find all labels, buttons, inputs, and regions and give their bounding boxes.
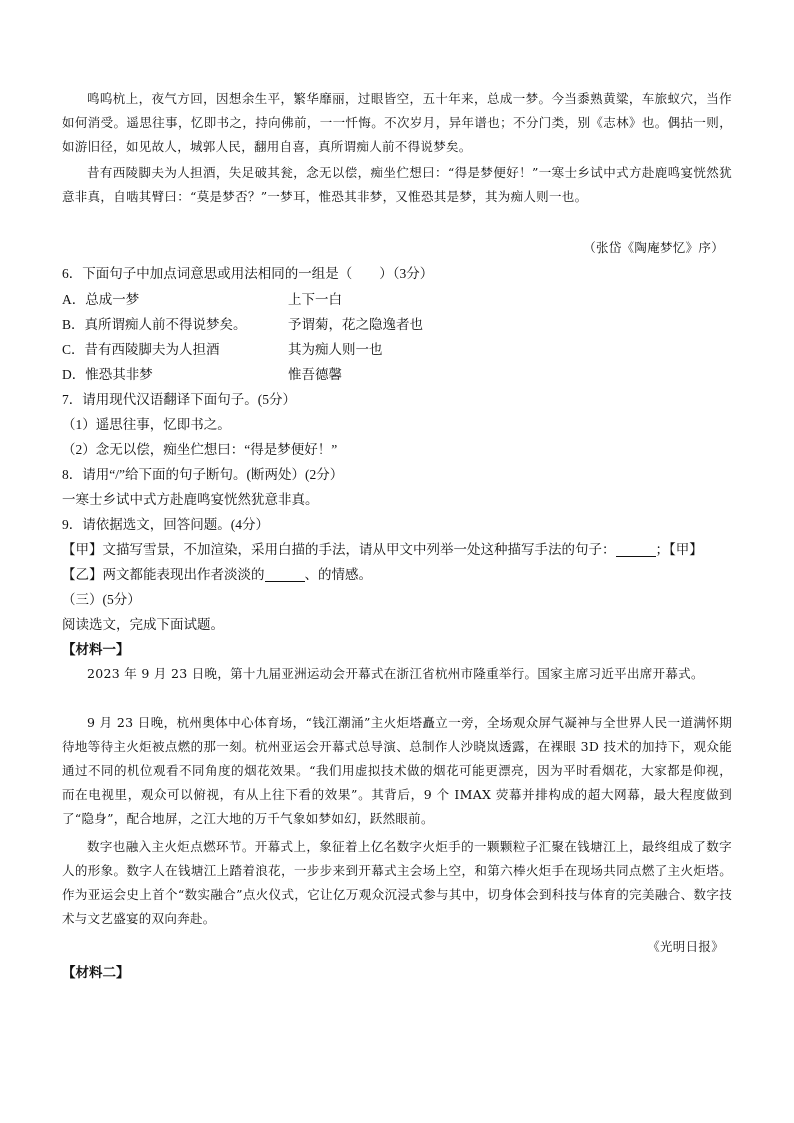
question-6-option-c: C．昔有西陵脚夫为人担酒 [62,342,220,357]
section-3-heading: （三）(5分） [62,592,141,607]
question-7-sentence-1: （1）遥思往事，忆即书之。 [62,417,231,432]
question-9-line-2-end: 、的情感。 [304,567,372,582]
question-9-stem: 9．请依据选文，回答问题。(4分） [62,517,269,532]
question-9-line-2 [62,562,372,587]
passage-source: （张岱《陶庵梦忆》序） [583,240,724,255]
question-8-stem: 8．请用“/”给下面的句子断句。(断两处）(2分） [62,467,344,482]
question-9-line-1-end: ；【甲】 [655,542,703,557]
material-1-label: 【材料一】 [62,642,130,657]
passage-paragraph-1: 鸣呜杭上，夜气方回，因想余生平，繁华靡丽，过眼皆空，五十年来，总成一梦。今当黍熟黄粱，车旅蚁穴，当作如何消受。遥思往事，忆即书之，持向佛前，一一忏悔。不次岁月，异年谱也；不分门类，别《志林》也。偶拈一则，如游旧径，如见故人，城郭人民，翻用自喜，真所谓痴人前不得说梦矣。 [62,91,732,154]
material-1-paragraph-3: 数字也融入主火炬点燃环节。开幕式上，象征着上亿名数字火炬手的一颗颗粒子汇聚在钱塘江上，最终组成了数字人的形象。数字人在钱塘江上踏着浪花，一步步来到开幕式主会场上空，和第六棒火炬手在现场共同点燃了主火炬塔。作为亚运会史上首个“数实融合”点火仪式，它让亿万观众沉浸式参与其中，切身体会到科技与体育的完美融合、数字技术与文艺盛宴的双向奔赴。 [62,839,732,926]
material-1-paragraph-1: 2023 年 9 月 23 日晚，第十九届亚洲运动会开幕式在浙江省杭州市隆重举行。国家主席习近平出席开幕式。 [87,666,704,681]
question-9-line-2-text: 【乙】两文都能表现出作者淡淡的 [62,567,265,582]
question-6-option-b-pair: 予谓菊，花之隐逸者也 [288,317,423,332]
section-3-instruction: 阅读选文，完成下面试题。 [62,617,224,632]
question-6-option-d: D．惟恐其非梦 [62,367,153,382]
material-1-paragraph-2: 9 月 23 日晚，杭州奥体中心体育场，“钱江潮涌”主火炬塔矗立一旁，全场观众屏气凝神与全世界人民一道满怀期待地等待主火炬被点燃的那一刻。杭州亚运会开幕式总导演、总制作人沙晓岚透露，在裸眼 3D 技术的加持下，观众能通过不同的机位观看不同角度的烟花效果。“我们用虚拟技术做的烟花可能更漂亮，因为平时看烟花，大家都是仰视，而在电视里，观众可以俯视，有从上往下看的效果”。其背后，9 个 IMAX 荧幕并排构成的超大网幕，最大程度做到了“隐身”，配合地屏，之江大地的万千气象如梦如幻，跃然眼前。 [62,715,732,826]
question-8-sentence: 一寒士乡试中式方赴鹿鸣宴恍然犹意非真。 [62,492,319,507]
question-6-option-a: A．总成一梦 [62,292,140,307]
question-6-option-d-pair: 惟吾德馨 [288,367,342,382]
answer-blank-2[interactable] [265,565,305,582]
question-6-option-c-pair: 其为痴人则一也 [288,342,383,357]
question-7-stem: 7．请用现代汉语翻译下面句子。(5分） [62,392,296,407]
passage-paragraph-2: 昔有西陵脚夫为人担酒，失足破其瓮，念无以偿，痴坐伫想曰：“得是梦便好！”一寒士乡试中式方赴鹿鸣宴恍然犹意非真，自啮其臂曰：“莫是梦否？”一梦耳，惟恐其非梦，又惟恐其是梦，其为痴人则一也。 [62,165,732,204]
question-6-option-b: B．真所谓痴人前不得说梦矣。 [62,317,247,332]
question-9-line-1 [62,537,703,562]
question-6-option-a-pair: 上下一白 [288,292,342,307]
answer-blank-1[interactable] [616,540,656,557]
question-9-line-1-text: 【甲】文描写雪景，不加渲染，采用白描的手法，请从甲文中列举一处这种描写手法的句子： [62,542,616,557]
material-2-label: 【材料二】 [62,965,130,980]
question-7-sentence-2: （2）念无以偿，痴坐伫想曰：“得是梦便好！” [62,442,338,457]
material-1-source: 《光明日报》 [647,939,724,954]
question-6-stem: 6．下面句子中加点词意思或用法相同的一组是（ ）（3分） [62,266,434,281]
